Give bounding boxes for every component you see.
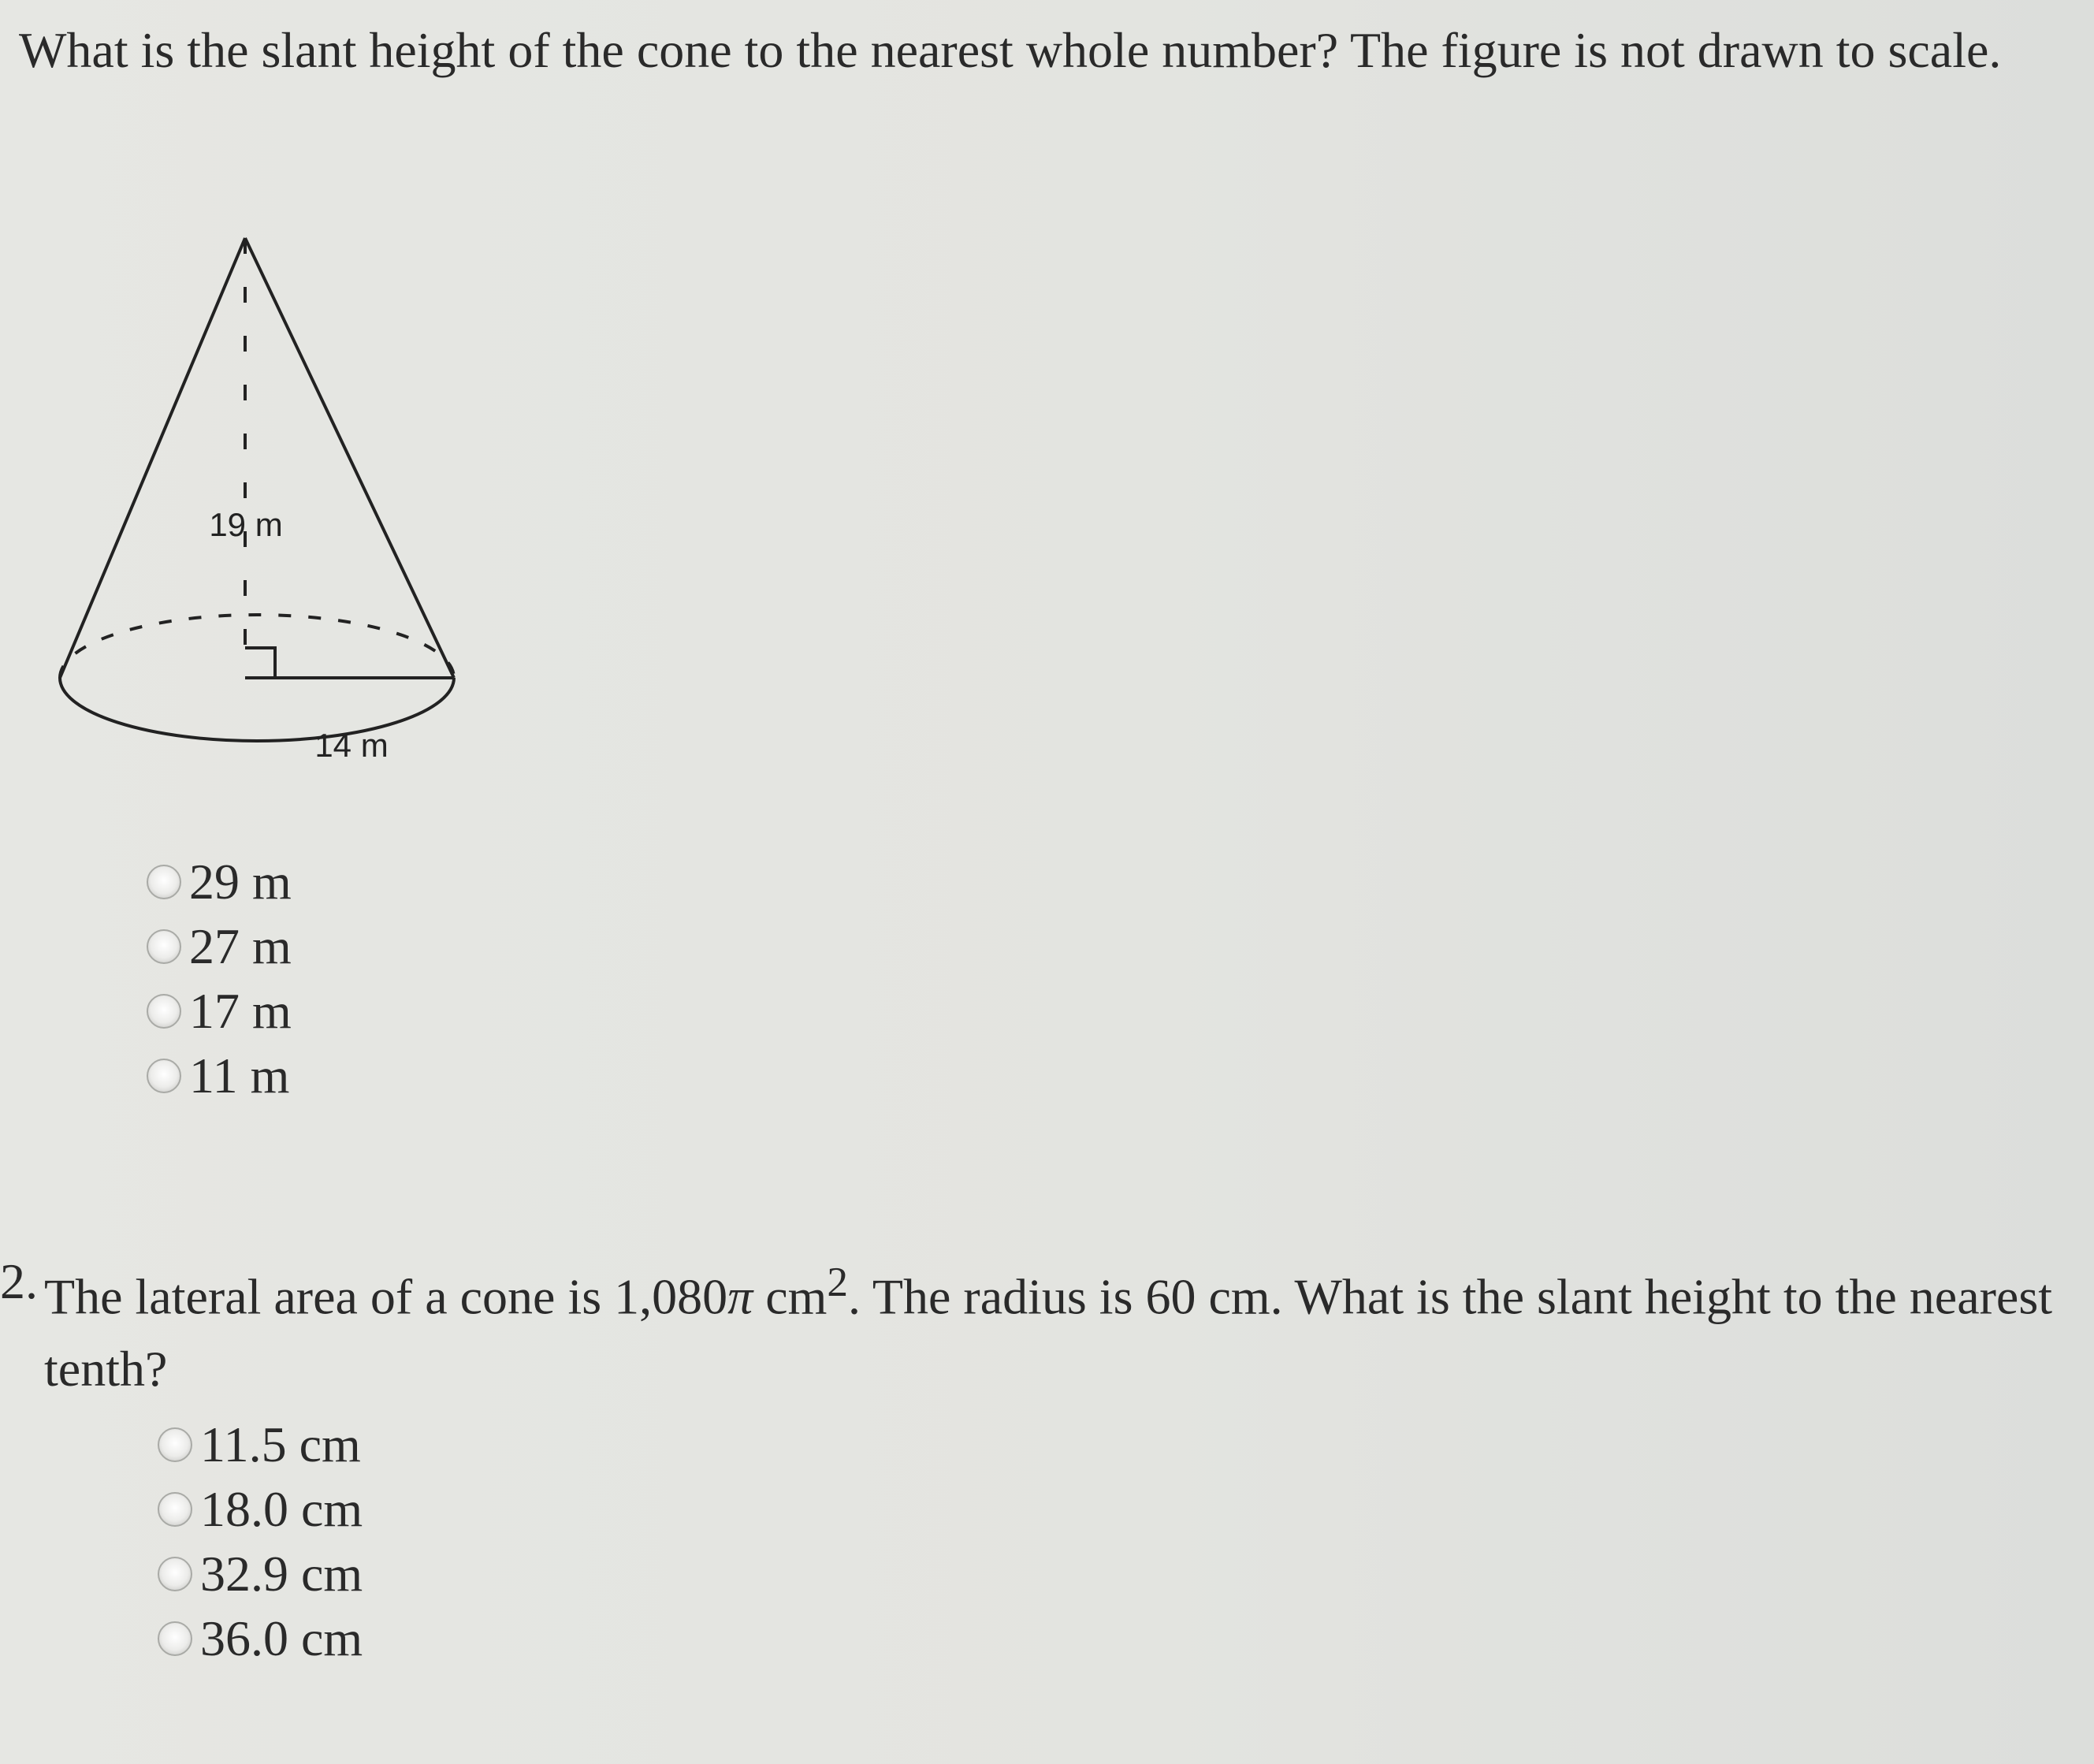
choice-label: 36.0 cm xyxy=(200,1610,363,1666)
cone-base-front xyxy=(60,678,454,741)
radio-button[interactable] xyxy=(158,1427,192,1462)
question-1-choices xyxy=(147,850,292,1108)
answer-choice-27m[interactable] xyxy=(147,914,292,979)
answer-choice-11-5cm[interactable] xyxy=(158,1412,363,1477)
answer-choice-29m[interactable] xyxy=(147,850,292,914)
pi-symbol: π xyxy=(727,1268,753,1325)
cone-figure xyxy=(52,229,462,812)
radio-button[interactable] xyxy=(147,865,181,899)
question-1-prompt: What is the slant height of the cone to the nearest whole number? The figure is not drawn to scale. xyxy=(19,22,2002,78)
answer-choice-18-0cm[interactable] xyxy=(158,1477,363,1542)
cone-left-side xyxy=(60,238,245,678)
choice-label: 27 m xyxy=(189,918,292,974)
radio-button[interactable] xyxy=(158,1621,192,1656)
answer-choice-32-9cm[interactable] xyxy=(158,1542,363,1606)
choice-label: 17 m xyxy=(189,983,292,1039)
choice-label: 11.5 cm xyxy=(200,1416,361,1472)
choice-label: 32.9 cm xyxy=(200,1546,363,1602)
question-2-exponent: 2 xyxy=(827,1258,849,1305)
answer-choice-11m[interactable] xyxy=(147,1044,292,1108)
question-2-prompt xyxy=(0,1245,2062,1405)
question-2-text-part1: The lateral area of a cone is 1,080 xyxy=(44,1268,728,1325)
question-2-text-part2: . The radius is 60 cm. What is the slant height to the nearest tenth? xyxy=(44,1268,2053,1397)
right-angle-marker xyxy=(245,648,275,678)
question-2-choices xyxy=(158,1412,363,1671)
question-2-unit: cm xyxy=(765,1268,828,1325)
radio-button[interactable] xyxy=(147,929,181,964)
choice-label: 11 m xyxy=(189,1048,290,1103)
cone-right-side xyxy=(245,238,454,678)
radio-button[interactable] xyxy=(147,994,181,1029)
answer-choice-36-0cm[interactable] xyxy=(158,1606,363,1671)
answer-choice-17m[interactable] xyxy=(147,979,292,1044)
question-2-number: 2. xyxy=(0,1253,38,1309)
choice-label: 29 m xyxy=(189,854,292,910)
radio-button[interactable] xyxy=(147,1059,181,1093)
choice-label: 18.0 cm xyxy=(200,1481,363,1537)
radio-button[interactable] xyxy=(158,1492,192,1527)
height-label: 19 m xyxy=(209,506,283,543)
radius-label: 14 m xyxy=(314,727,389,764)
radio-button[interactable] xyxy=(158,1557,192,1591)
